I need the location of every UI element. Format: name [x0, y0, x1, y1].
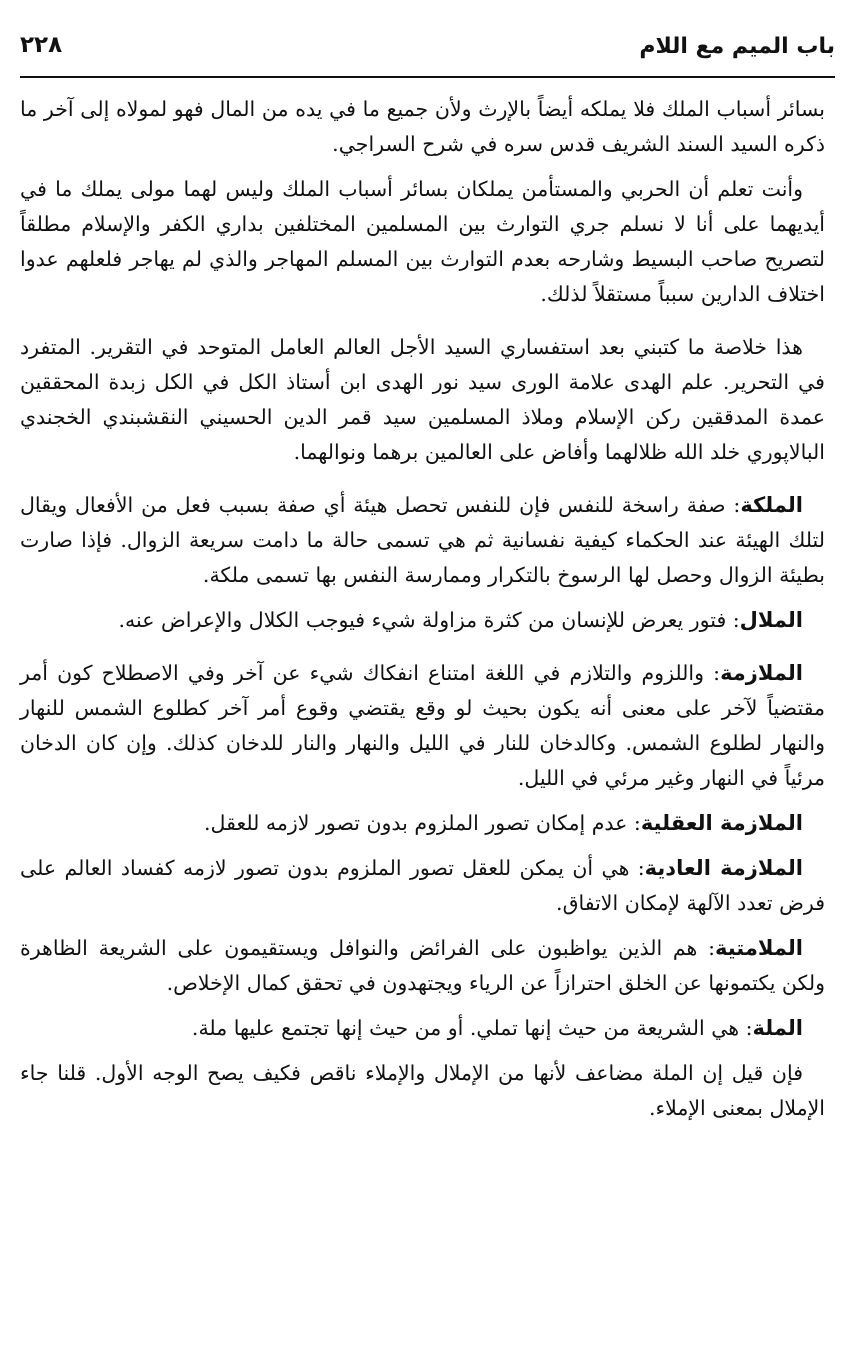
header-divider: [20, 76, 835, 78]
entry-term: الملازمة العقلية: [640, 811, 803, 835]
paragraph-continuation: [20, 92, 825, 162]
entry-definition: : واللزوم والتلازم في اللغة امتناع انفكاك شيء عن آخر وفي الاصطلاح كون أمر مقتضياً لآخر على معنى أنه يكون بحيث لو وقع يقتضي وقوع أمر آخر كطلوع الشمس للنهار والنهار لطلوع الشمس. وكالدخان للنار في الليل والنهار والنار للدخان كذلك. وإن كان الدخان مرئياً في النهار وغير مرئي في الليل.: [20, 661, 825, 790]
entry-definition: : عدم إمكان تصور الملزوم بدون تصور لازمه للعقل.: [204, 811, 641, 835]
paragraph-summary: [20, 330, 825, 470]
entry-definition: : هي أن يمكن للعقل تصور الملزوم بدون تصور لازمه كفساد العالم على فرض تعدد الآلهة لإمكان الاتفاق.: [20, 856, 825, 915]
entry-malamatiya: [20, 931, 825, 1001]
page-body: [20, 92, 825, 1136]
paragraph-text: هذا خلاصة ما كتبني بعد استفساري السيد الأجل العالم العامل المتوحد في التقرير. المتفرد في التحرير. علم الهدى علامة الورى سيد نور الهدى ابن أستاذ الكل في الكل زبدة المحققين عمدة المدققين ركن الإسلام وملاذ المسلمين سيد قمر الدين الحسيني النقشبندي الخجندي البالاپوري خلد الله ظلالهما وأفاض على العالمين برهما ونوالهما.: [20, 335, 825, 464]
entry-term: الملال: [739, 608, 803, 632]
entry-mulazama-adiya: [20, 851, 825, 921]
paragraph-text: فإن قيل إن الملة مضاعف لأنها من الإملال والإملاء ناقص فكيف يصح الوجه الأول. قلنا جاء الإملال بمعنى الإملاء.: [20, 1061, 825, 1120]
entry-definition: : هم الذين يواظبون على الفرائض والنوافل ويستقيمون على الشريعة الظاهرة ولكن يكتمونها عن الخلق احترازاً عن الرياء ويجتهدون في تحقق كمال الإخلاص.: [20, 936, 825, 995]
paragraph-remark: [20, 172, 825, 312]
entry-term: الملازمة: [720, 661, 803, 685]
page-header: [20, 28, 835, 80]
entry-term: الملامتية: [715, 936, 803, 960]
entry-term: الملكة: [740, 493, 803, 517]
entry-mulazama: [20, 656, 825, 796]
paragraph-text: وأنت تعلم أن الحربي والمستأمن يملكان بسائر أسباب الملك وليس لهما مولى يملك ما في أيديهما على أنا لا نسلم جري التوارث بين المسلمين المختلفين بداري الكفر والإسلام مطلقاً لتصريح صاحب البسيط وشارحه بعدم التوارث بين المسلم المهاجر والذي لم يهاجر فلعلهم عدوا اختلاف الدارين سبباً مستقلاً لذلك.: [20, 177, 825, 306]
entry-mulazama-aqliya: [20, 806, 825, 841]
entry-definition: : فتور يعرض للإنسان من كثرة مزاولة شيء فيوجب الكلال والإعراض عنه.: [118, 608, 740, 632]
paragraph-text: بسائر أسباب الملك فلا يملكه أيضاً بالإرث ولأن جميع ما في يده من المال فهو لمولاه إلى آخر ما ذكره السيد السند الشريف قدس سره في شرح السراجي.: [20, 97, 825, 156]
entry-milla: [20, 1011, 825, 1046]
entry-term: الملازمة العادية: [644, 856, 803, 880]
chapter-title: باب الميم مع اللام: [639, 34, 835, 59]
paragraph-objection: [20, 1056, 825, 1126]
page-number: ٢٢٨: [20, 32, 63, 58]
entry-definition: : صفة راسخة للنفس فإن للنفس تحصل هيئة أي صفة بسبب فعل من الأفعال ويقال لتلك الهيئة عند الحكماء كيفية نفسانية ثم هي تسمى حالة ما دامت سريعة الزوال. فإذا صارت بطيئة الزوال وحصل لها الرسوخ بالتكرار وممارسة النفس بها تسمى ملكة.: [20, 493, 825, 587]
entry-definition: : هي الشريعة من حيث إنها تملي. أو من حيث إنها تجتمع عليها ملة.: [191, 1016, 753, 1040]
entry-term: الملة: [752, 1016, 803, 1040]
entry-malaka: [20, 488, 825, 593]
entry-malal: [20, 603, 825, 638]
